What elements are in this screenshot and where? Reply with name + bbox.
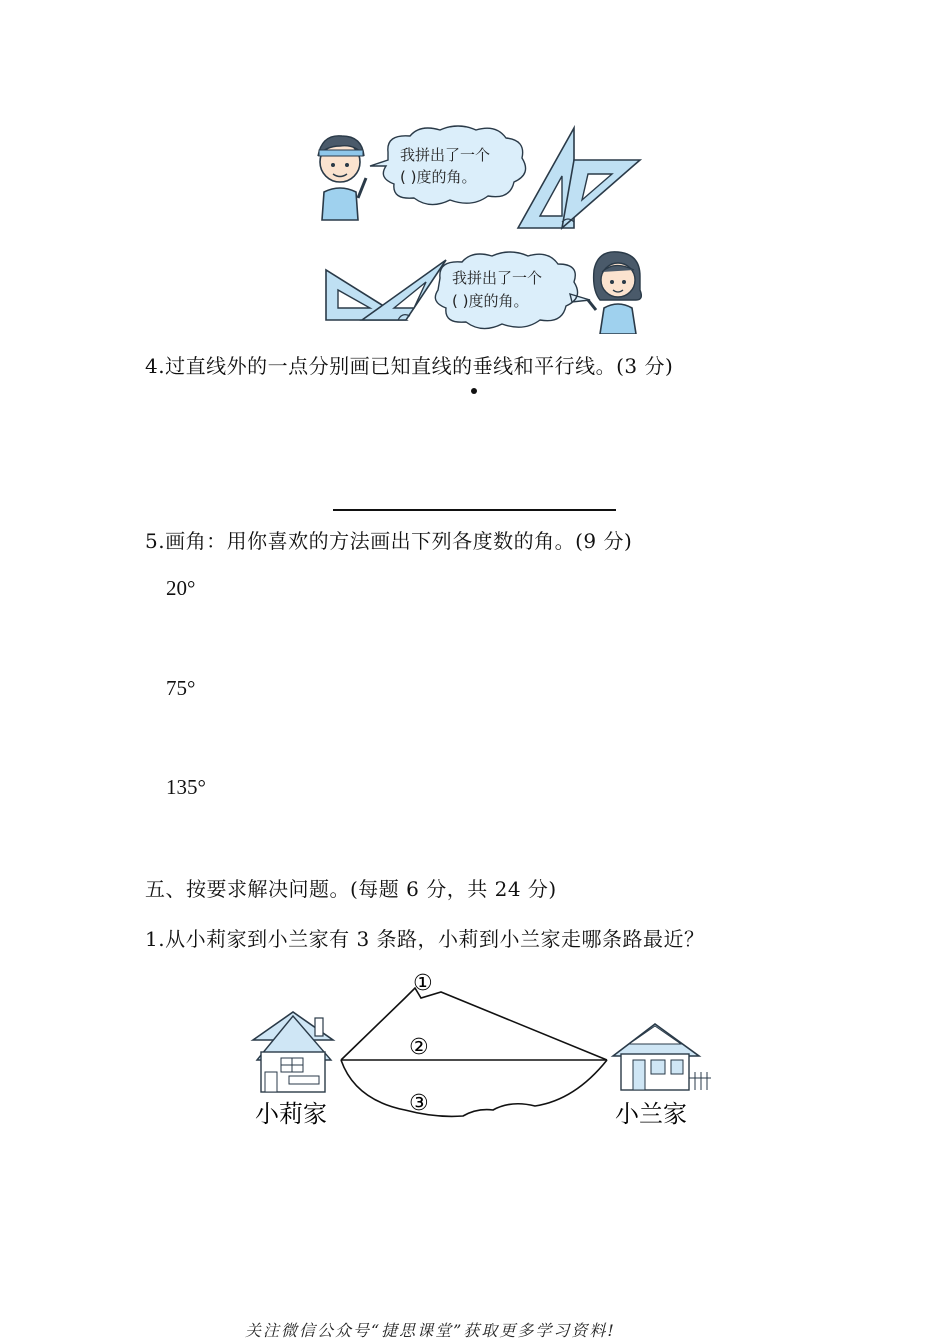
boy-bubble-line1: 我拼出了一个 <box>400 146 491 164</box>
route-3 <box>341 1060 607 1116</box>
footer-text: 关注微信公众号“捷思课堂”获取更多学习资料! <box>245 1321 616 1340</box>
given-point <box>471 388 477 394</box>
girl-set-square-illustration <box>322 250 652 334</box>
boy-bubble-line2: ( )度的角。 <box>400 168 477 186</box>
girl-figure <box>588 252 641 334</box>
boy-set-square-illustration <box>300 120 660 230</box>
girl-speech-bubble <box>435 252 590 329</box>
set-square-pair-horizontal <box>326 260 446 320</box>
route-1 <box>341 988 607 1060</box>
xiaoli-house-label: 小莉家 <box>255 1100 327 1128</box>
q4-text: 4.过直线外的一点分别画已知直线的垂线和平行线。(3 分) <box>145 354 674 378</box>
p1-text: 1.从小莉家到小兰家有 3 条路，小莉到小兰家走哪条路最近？ <box>145 927 705 951</box>
section5-title: 五、按要求解决问题。(每题 6 分，共 24 分) <box>145 877 557 901</box>
angle-75-label: 75° <box>166 676 196 700</box>
xiaolan-house-label: 小兰家 <box>615 1100 687 1128</box>
girl-bubble-line2: ( )度的角。 <box>452 292 529 310</box>
q5-text: 5.画角：用你喜欢的方法画出下列各度数的角。(9 分) <box>145 529 633 553</box>
angle-20-label: 20° <box>166 576 196 600</box>
boy-speech-bubble <box>370 126 526 205</box>
route-2-label: ② <box>409 1035 429 1060</box>
given-line <box>333 509 616 511</box>
angle-135-label: 135° <box>166 775 206 799</box>
route-diagram <box>245 960 715 1140</box>
boy-figure <box>318 136 366 220</box>
xiaoli-house-icon <box>253 1012 333 1092</box>
xiaolan-house-icon <box>613 1024 711 1090</box>
set-square-pair-vertical <box>518 128 640 228</box>
route-1-label: ① <box>413 971 433 996</box>
girl-bubble-line1: 我拼出了一个 <box>452 269 543 287</box>
route-3-label: ③ <box>409 1091 429 1116</box>
